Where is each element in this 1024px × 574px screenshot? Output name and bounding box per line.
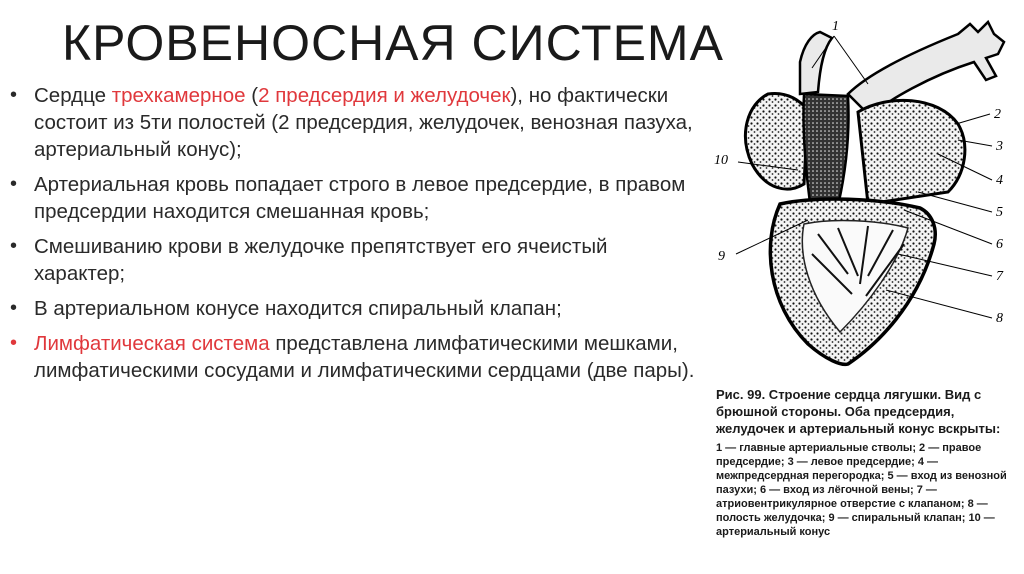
bullet-text: ), но фактически состоит из 5ти полостей (2 предсердия, желудочек, венозная пазуха, артериальный конус);: [34, 84, 693, 161]
bullet-text: представлена лимфатическими мешками, лимфатическими сосудами и лимфатическими сердцами (две пары).: [34, 332, 695, 382]
bullet-item-heart: [10, 82, 700, 163]
figure-caption: [716, 386, 1014, 539]
label-8: 8: [996, 311, 1003, 326]
bullet-dot-icon: •: [10, 332, 18, 354]
bullet-text: (: [245, 84, 259, 107]
bullet-dot-icon: •: [10, 173, 18, 195]
right-atrium: [745, 94, 808, 190]
bullet-item-arterial-blood: [10, 171, 700, 225]
caption-legend: 1 — главные артериальные стволы; 2 — правое предсердие; 3 — левое предсердие; 4 — межпредсердная перегородка; 5 — вход из венозной пазухи; 6 — вход из лёгочной вены; 7 — атриовентрикулярное отверстие с клапаном; 8 — полость желудочка; 9 — спиральный клапан; 10 — артериальный конус: [716, 442, 1007, 538]
bullet-text: Сердце: [34, 84, 112, 107]
bullet-text: Смешиванию крови в желудочке препятствует его ячеистый характер;: [34, 235, 608, 285]
bullet-dot-icon: •: [10, 297, 18, 319]
label-4: 4: [996, 173, 1003, 188]
label-5: 5: [996, 205, 1003, 220]
label-1: 1: [832, 19, 839, 34]
highlight-chambers: 2 предсердия и желудочек: [258, 84, 511, 107]
label-10: 10: [714, 153, 728, 168]
label-3: 3: [996, 139, 1003, 154]
label-9: 9: [718, 249, 725, 264]
caption-heading: Рис. 99. Строение сердца лягушки. Вид с брюшной стороны. Оба предсердия, желудочек и артериальный конус вскрыты:: [716, 387, 1001, 436]
bullet-dot-icon: •: [10, 235, 18, 257]
bullet-text: Артериальная кровь попадает строго в левое предсердие, в правом предсердии находится смешанная кровь;: [34, 173, 686, 223]
left-atrium: [858, 100, 965, 204]
bullet-item-ventricle: [10, 233, 700, 287]
frog-heart-diagram: [708, 14, 1014, 384]
bullet-item-spiral-valve: [10, 295, 700, 322]
label-7: 7: [996, 269, 1003, 284]
bullet-item-lymphatic: [10, 330, 700, 384]
label-2: 2: [994, 107, 1001, 122]
highlight-three-chamber: трехкамерное: [111, 84, 246, 107]
highlight-lymphatic: Лимфатическая система: [34, 332, 270, 355]
label-6: 6: [996, 237, 1003, 252]
slide-title: КРОВЕНОСНАЯ СИСТЕМА: [62, 15, 724, 71]
bullet-text: В артериальном конусе находится спиральный клапан;: [34, 297, 562, 320]
bullet-dot-icon: •: [10, 84, 18, 106]
bullet-list: [10, 82, 700, 392]
